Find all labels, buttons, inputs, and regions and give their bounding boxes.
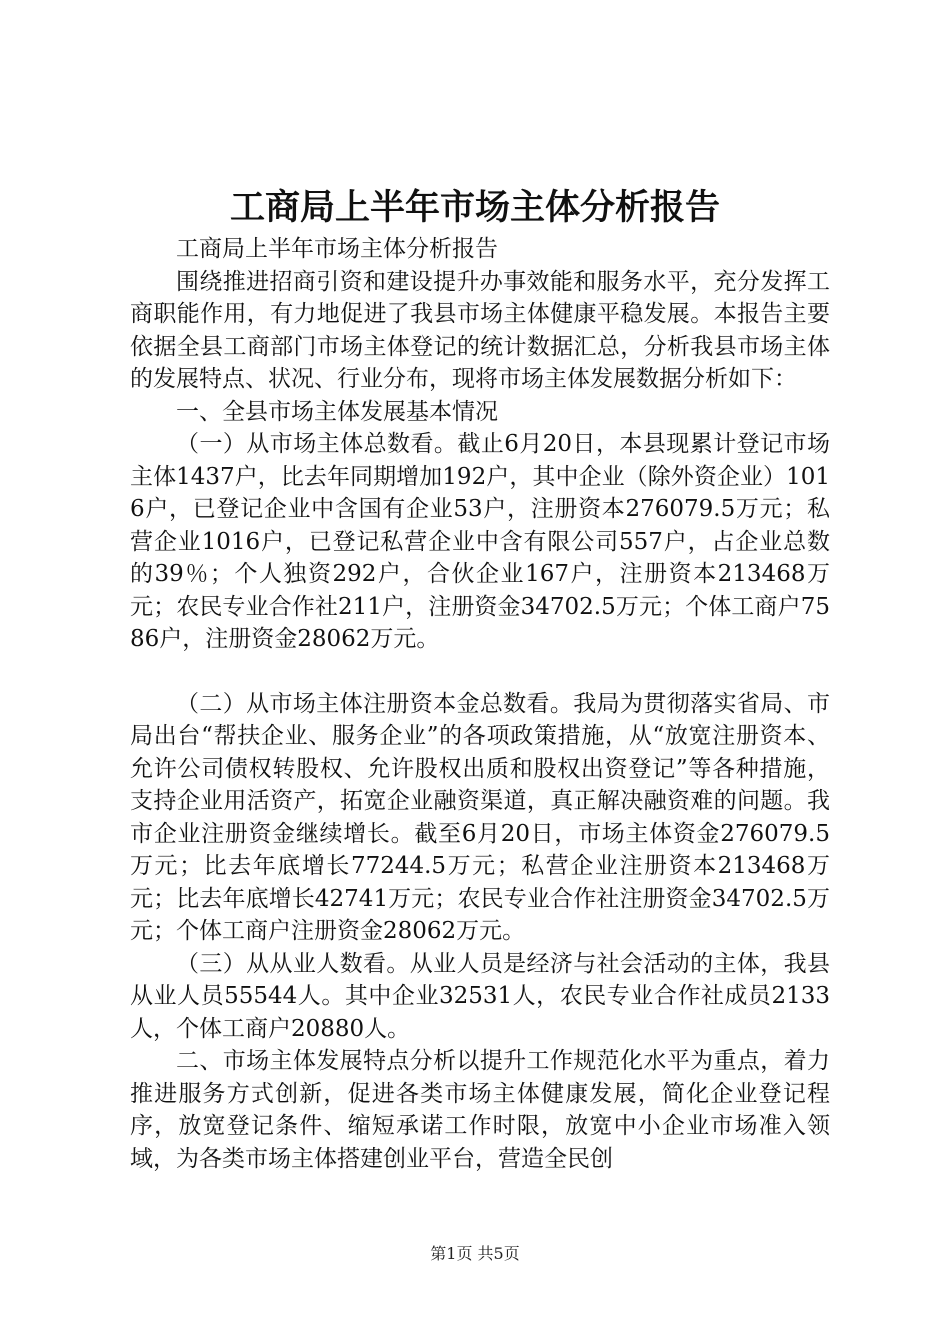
paragraph-registered-capital: （二）从市场主体注册资本金总数看。我局为贯彻落实省局、市局出台“帮扶企业、服务企业”的各项政策措施，从“放宽注册资本、允许公司债权转股权、允许股权出质和股权出资登记”等各种措施，支持企业用活资产，拓宽企业融资渠道，真正解决融资难的问题。我市企业注册资金继续增长。截至6月20日，市场主体资金276079.5万元；比去年底增长77244.5万元；私营企业注册资本213468万元；比去年底增长42741万元；农民专业合作社注册资金34702.5万元；个体工商户注册资金28062万元。	[130, 690, 830, 944]
intro-paragraph: 围绕推进招商引资和建设提升办事效能和服务水平，充分发挥工商职能作用，有力地促进了我县市场主体健康平稳发展。本报告主要依据全县工商部门市场主体登记的统计数据汇总，分析我县市场主体的发展特点、状况、行业分布，现将市场主体发展数据分析如下：	[130, 268, 830, 392]
document-title: 工商局上半年市场主体分析报告	[229, 187, 720, 228]
page-footer: 第1页 共5页	[430, 1244, 520, 1263]
section-heading-2: 二、市场主体发展特点分析以提升工作规范化水平为重点，着力推进服务方式创新，促进各类市场主体健康发展，简化企业登记程序，放宽登记条件、缩短承诺工作时限，放宽中小企业市场准入领域，为各类市场主体搭建创业平台，营造全民创	[130, 1048, 830, 1172]
subtitle-paragraph: 工商局上半年市场主体分析报告	[176, 236, 498, 262]
section-heading-1: 一、全县市场主体发展基本情况	[176, 398, 498, 425]
paragraph-employment: （三）从从业人数看。从业人员是经济与社会活动的主体，我县从业人员55544人。其中企业32531人，农民专业合作社成员2133人，个体工商户20880人。	[130, 950, 830, 1042]
paragraph-total-entities: （一）从市场主体总数看。截止6月20日，本县现累计登记市场主体1437户，比去年同期增加192户，其中企业（除外资企业）1016户，已登记企业中含国有企业53户，注册资本276079.5万元；私营企业1016户，已登记私营企业中含有限公司557户，占企业总数的39％；个人独资292户，合伙企业167户，注册资本213468万元；农民专业合作社211户，注册资金34702.5万元；个体工商户7586户，注册资金28062万元。	[130, 431, 830, 652]
document-body	[130, 233, 830, 1175]
